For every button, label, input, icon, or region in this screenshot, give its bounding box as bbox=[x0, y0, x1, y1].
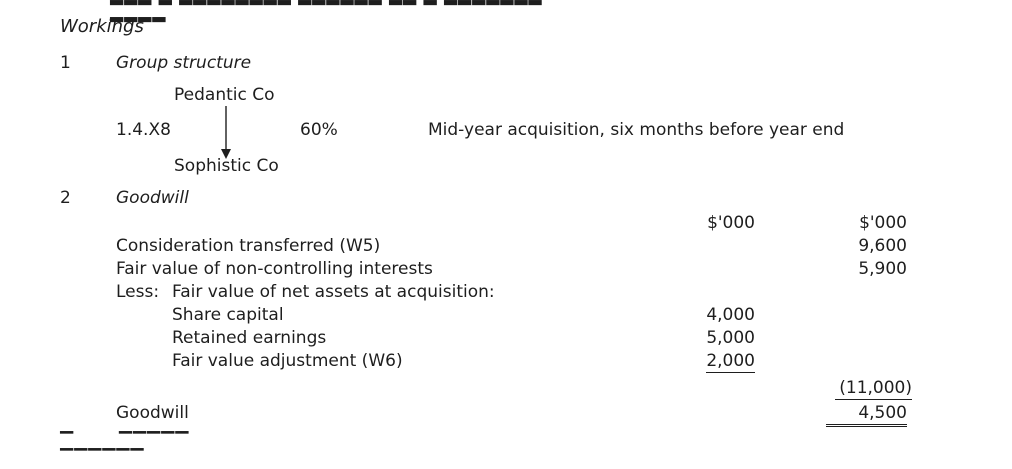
consideration-value: 9,600 bbox=[858, 236, 907, 256]
fair-value-adjustment-value bbox=[700, 353, 755, 370]
net-assets-subtotal bbox=[800, 380, 912, 397]
cropped-top-line: ▂▂▂▂ bbox=[110, 3, 167, 23]
goodwill-value bbox=[800, 405, 907, 422]
fair-value-adjustment-label: Fair value adjustment (W6) bbox=[172, 351, 403, 371]
column-2-header: $'000 bbox=[859, 213, 907, 233]
column-1-header: $'000 bbox=[707, 213, 755, 233]
holding-percentage: 60% bbox=[300, 120, 338, 140]
retained-earnings-label: Retained earnings bbox=[172, 328, 327, 348]
net-assets-label: Fair value of net assets at acquisition: bbox=[172, 282, 495, 302]
goodwill-label: Goodwill bbox=[116, 403, 189, 423]
nci-label: Fair value of non-controlling interests bbox=[116, 259, 433, 279]
less-prefix: Less: bbox=[116, 282, 160, 302]
w1-number: 1 bbox=[60, 53, 71, 73]
workings-heading: Workings bbox=[60, 16, 144, 37]
ownership-arrow bbox=[218, 106, 234, 162]
w2-title: Goodwill bbox=[116, 188, 189, 208]
cropped-bottom-line: ▔ ▔▔▔▔▔ ▔▔▔▔▔▔ bbox=[60, 432, 190, 469]
fair-value-adjustment-amount: 2,000 bbox=[706, 351, 755, 371]
subsidiary-company: Sophistic Co bbox=[174, 156, 279, 176]
nci-value: 5,900 bbox=[858, 259, 907, 279]
acquisition-note: Mid-year acquisition, six months before year end bbox=[428, 120, 845, 140]
w2-number: 2 bbox=[60, 188, 71, 208]
parent-company: Pedantic Co bbox=[174, 85, 275, 105]
share-capital-label: Share capital bbox=[172, 305, 284, 325]
retained-earnings-value: 5,000 bbox=[706, 328, 755, 348]
acquisition-date: 1.4.X8 bbox=[116, 120, 171, 140]
w1-title: Group structure bbox=[116, 53, 252, 73]
share-capital-value: 4,000 bbox=[706, 305, 755, 325]
goodwill-amount: 4,500 bbox=[826, 403, 907, 427]
consideration-label: Consideration transferred (W5) bbox=[116, 236, 381, 256]
net-assets-subtotal-amount: (11,000) bbox=[835, 378, 912, 400]
